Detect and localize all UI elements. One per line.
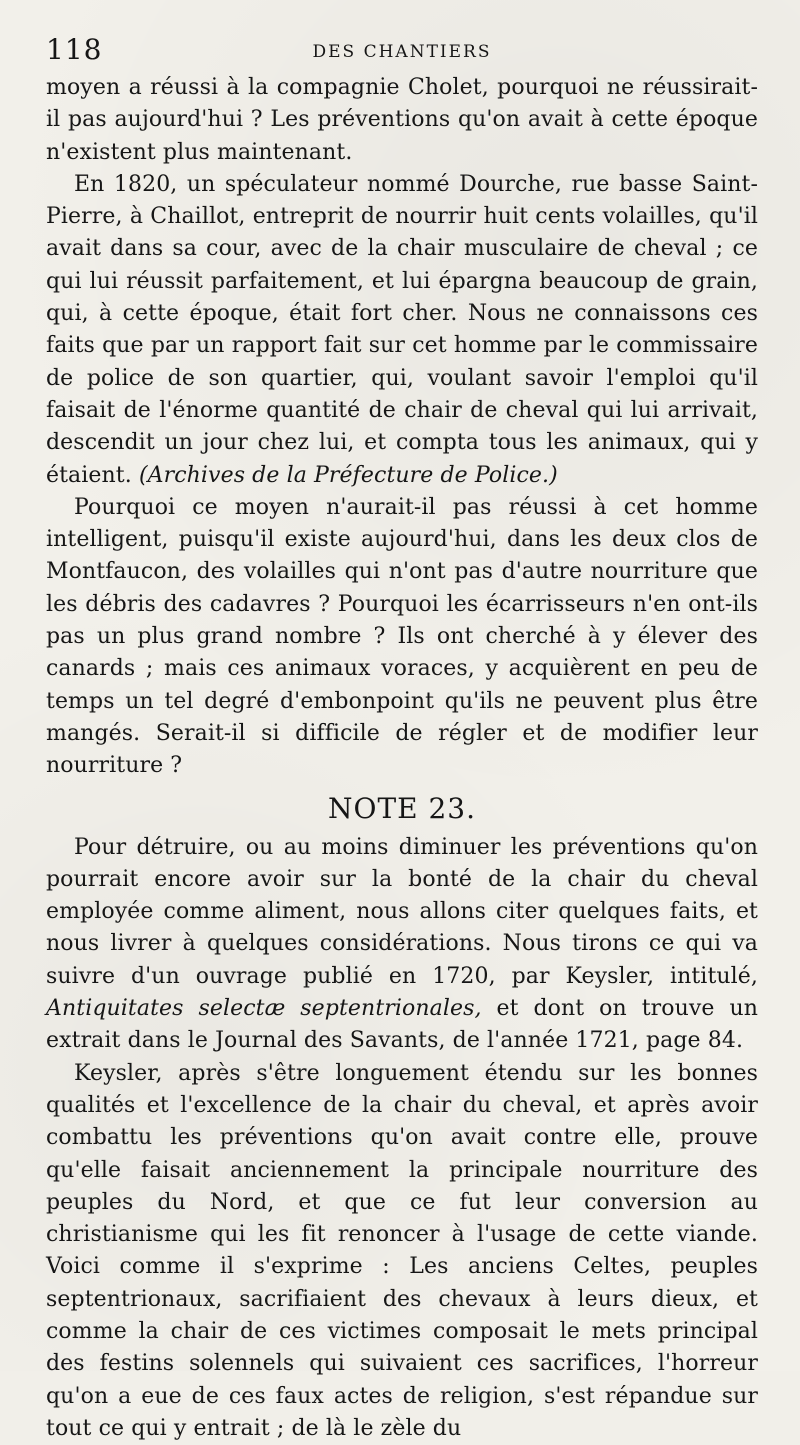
section-title: NOTE 23. [328, 791, 476, 825]
paragraph-keysler-quote [46, 1058, 758, 1445]
running-title: DES CHANTIERS [312, 42, 492, 62]
running-header [46, 32, 758, 72]
paragraph-text: moyen a réussi à la compagnie Cholet, pourquoi ne réussirait-il pas aujourd'hui ? Les préventions qu'on avait à cette époque n'existent plus maintenant. [46, 75, 758, 165]
body-text [46, 72, 758, 1445]
archive-citation: (Archives de la Préfecture de Police.) [138, 462, 558, 488]
paragraph-montfaucon [46, 492, 758, 783]
paragraph-dourche [46, 169, 758, 492]
page-number: 118 [46, 33, 103, 66]
paragraph-continuation [46, 72, 758, 169]
paragraph-keysler-intro [46, 832, 758, 1058]
paragraph-text: Pour détruire, ou au moins diminuer les préventions qu'on pourrait encore avoir sur la bonté de la chair du cheval employée comme aliment, nous allons citer quelques faits, et nous livrer à quelques considérations. Nous tirons ce qui va suivre d'un ouvrage publié en 1720, par Keysler, intitulé, [46, 834, 758, 989]
book-title: Antiquitates selectæ septentrionales, [46, 996, 482, 1022]
paragraph-text: et dont on trouve un extrait dans le Journal des Savants, de l'année 1721, page 84. [46, 996, 758, 1054]
paragraph-text: Pourquoi ce moyen n'aurait-il pas réussi à cet homme intelligent, puisqu'il existe aujourd'hui, dans les deux clos de Montfaucon, des volailles qui n'ont pas d'autre nourriture que les débris des cadavres ? Pourquoi les écarrisseurs n'en ont-ils pas un plus grand nombre ? Ils ont cherché à y élever des canards ; mais ces animaux voraces, y acquièrent en peu de temps un tel degré d'embonpoint qu'ils ne peuvent plus être mangés. Serait-il si difficile de régler et de modifier leur nourriture ? [46, 494, 758, 779]
paragraph-text: Keysler, après s'être longuement étendu sur les bonnes qualités et l'excellence de la chair du cheval, et après avoir combattu les préventions qu'on avait contre elle, prouve qu'elle faisait anciennement la principale nourriture des peuples du Nord, et que ce fut leur conversion au christianisme qui les fit renoncer à l'usage de cette viande. Voici comme il s'exprime : Les anciens Celtes, peuples septentrionaux, sacrifiaient des chevaux à leurs dieux, et comme la chair de ces victimes composait le mets principal des festins solennels qui suivaient ces sacrifices, l'horreur qu'on a eue de ces faux actes de religion, s'est répandue sur tout ce qui y entrait ; de là le zèle du [46, 1060, 758, 1441]
paragraph-text: En 1820, un spéculateur nommé Dourche, rue basse Saint-Pierre, à Chaillot, entreprit de nourrir huit cents volailles, qu'il avait dans sa cour, avec de la chair musculaire de cheval ; ce qui lui réussit parfaitement, et lui épargna beaucoup de grain, qui, à cette époque, était fort cher. Nous ne connaissons ces faits que par un rapport fait sur cet homme par le commissaire de police de son quartier, qui, voulant savoir l'emploi qu'il faisait de l'énorme quantité de chair de cheval qui lui arrivait, descendit un jour chez lui, et compta tous les animaux, qui y étaient. [46, 171, 758, 488]
